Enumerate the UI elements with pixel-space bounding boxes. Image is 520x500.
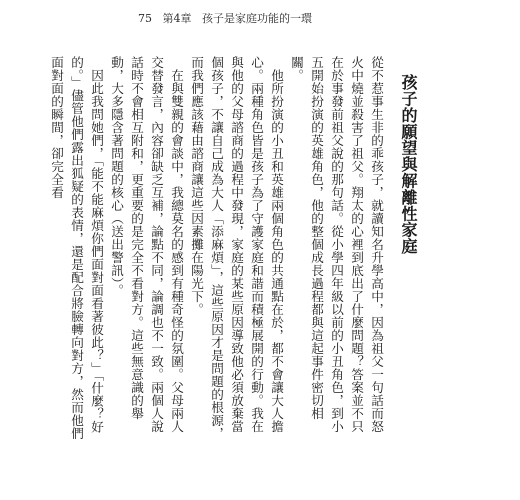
- paragraph-4: 因此我問她們，「能不能麻煩你們面對面看著彼此？」「什麼？好的。」儘管他們露出狐疑的表情，還是配合將臉轉向對方，然而他們面對面的瞬間，卻完全看: [49, 56, 104, 440]
- paragraph-1: 從不惹事生非的乖孩子，就讀知名升學高中，因為祖父一句話而怒火中燒並殺害了祖父。翔太的心裡到底出了什麼問題？答案並不只在於事發前祖父說的那句話。從小學四年級以前的小丑角色，到小五開始扮演的英雄角色，他的整個成長過程都與這起事件密切相關。: [289, 56, 384, 433]
- running-header: [138, 9, 398, 29]
- chapter-label: 第4章: [162, 12, 192, 25]
- paragraph-3: 在與雙親的會談中，我總莫名的感到有種奇怪的氛圍。父母兩人交替發言，內容卻缺乏互補，論點不同，論調也不一致。兩個人說話時不會相互附和，更重要的是完全不看對方。這些無意識的舉動，大多隱含著問題的核心（送出警訊）。: [109, 56, 184, 433]
- chapter-title: 孩子是家庭功能的一環: [202, 12, 312, 25]
- vertical-text-block: [46, 56, 420, 440]
- paragraph-2: 他所扮演的小丑和英雄兩個角色的共通點在於，都不會讓大人擔心。兩種角色皆是孩子為了守護家庭和諧而積極展開的行動。我在與他的父母諮商的過程中發現，家庭的某些原因導致他必須放棄當個孩子，不讓自己成為大人「添麻煩」，這些原因才是問題的根源，而我們應該藉由諮商讓這些因素攤在陽光下。: [189, 56, 284, 440]
- section-heading: 孩子的願望與解離性家庭: [399, 74, 418, 255]
- page-number: 75: [138, 12, 152, 25]
